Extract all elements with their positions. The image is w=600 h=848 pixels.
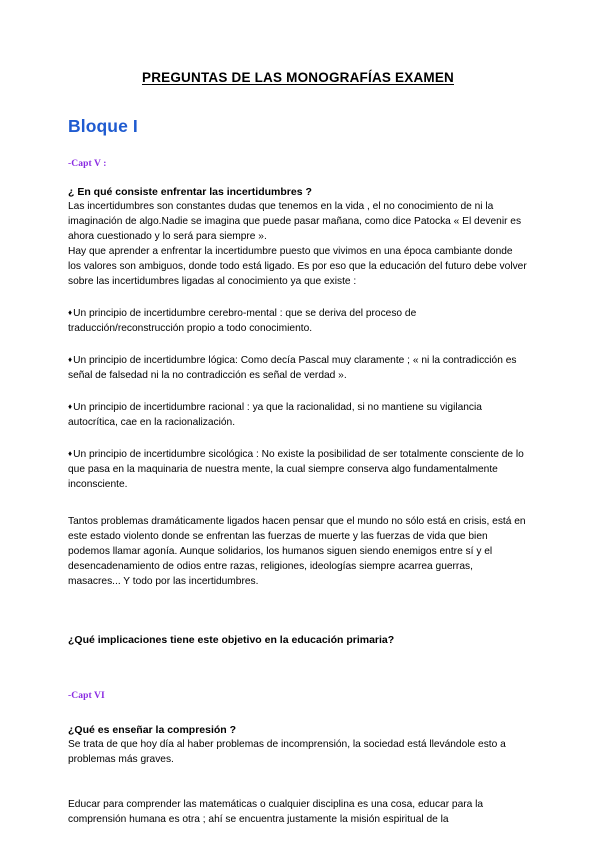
- block-heading: Bloque I: [68, 116, 138, 136]
- chapter-v-intro-paragraph-2: Hay que aprender a enfrentar la incertidumbre puesto que vivimos en una época cambiante donde los valores son ambiguos, donde todo está ligado. Es por eso que la educación del futuro debe volver sobre las incertidumbres ligadas al conocimiento ya que existe :: [68, 245, 527, 287]
- chapter-vi-question: ¿Qué es enseñar la compresión ?: [68, 724, 237, 737]
- follow-up-question: ¿Qué implicaciones tiene este objetivo en la educación primaria?: [68, 633, 395, 646]
- bullet-item-4-text: Un principio de incertidumbre sicológica : No existe la posibilidad de ser totalmente consciente de lo que pasa en la maquinaria de nuestra mente, la cual siempre conserva algo fundamentalmente inconsciente.: [68, 448, 524, 490]
- title-block: [68, 70, 528, 85]
- bullet-item-3: [68, 401, 528, 431]
- document-content: [68, 0, 528, 828]
- chapter-vi-question-wrap: [68, 724, 528, 738]
- chapter-v-intro-paragraph-1: Las incertidumbres son constantes dudas que tenemos en la vida , el no conocimiento de ni la imaginación de algo.Nadie se imagina que puede pasar mañana, como dice Patocka « El devenir es ahora cuestionado y lo será para siempre ».: [68, 200, 522, 242]
- chapter-vi-paragraph-2: Educar para comprender las matemáticas o cualquier disciplina es una cosa, educar para la comprensión humana es otra ; ahí se encuentra justamente la misión espiritual de la: [68, 799, 484, 826]
- chapter-v-question: ¿ En qué consiste enfrentar las incertidumbres ?: [68, 186, 312, 198]
- bullet-item-1-text: Un principio de incertidumbre cerebro-mental : que se deriva del proceso de traducción/reconstrucción propio a todo conocimiento.: [68, 307, 417, 334]
- bullet-item-3-text: Un principio de incertidumbre racional : ya que la racionalidad, si no mantiene su vigilancia autocrítica, cae en la racionalización.: [68, 401, 482, 428]
- chapter-v-label-wrap: [68, 159, 528, 169]
- block-heading-wrap: [68, 116, 528, 137]
- chapter-v-closing-paragraph: Tantos problemas dramáticamente ligados hacen pensar que el mundo no sólo está en crisis, está en este estado violento donde se enfrentan las fuerzas de muerte y las fuerzas de vida que bien podemos llamar agonía. Aunque solidarios, los humanos siguen siendo enemigos entre sí y el desencadenamiento de odios entre razas, religiones, ideologías siempre acarrea guerras, masacres... Y todo por las incertidumbres.: [68, 515, 526, 587]
- page-title: [68, 70, 528, 85]
- diamond-bullet-icon: ♦: [68, 448, 73, 458]
- bullet-item-4: [68, 448, 528, 493]
- chapter-vi-label-wrap: [68, 691, 528, 701]
- bullet-item-1: [68, 307, 528, 337]
- diamond-bullet-icon: ♦: [68, 354, 73, 364]
- chapter-v-question-wrap: [68, 186, 528, 200]
- chapter-label-v: -Capt V :: [68, 159, 107, 169]
- chapter-vi-paragraph-1: Se trata de que hoy día al haber problemas de incomprensión, la sociedad está llevándole esto a problemas más graves.: [68, 739, 506, 766]
- diamond-bullet-icon: ♦: [68, 401, 73, 411]
- chapter-label-vi: -Capt VI: [68, 691, 105, 702]
- page-title-text: PREGUNTAS DE LAS MONOGRAFÍAS EXAMEN: [141, 70, 454, 85]
- bullet-item-2: [68, 354, 528, 384]
- follow-up-question-wrap: [68, 634, 528, 648]
- bullet-item-2-text: Un principio de incertidumbre lógica: Como decía Pascal muy claramente ; « ni la contradicción es señal de falsedad ni la no contradicción es señal de verdad ».: [68, 354, 517, 381]
- diamond-bullet-icon: ♦: [68, 307, 73, 317]
